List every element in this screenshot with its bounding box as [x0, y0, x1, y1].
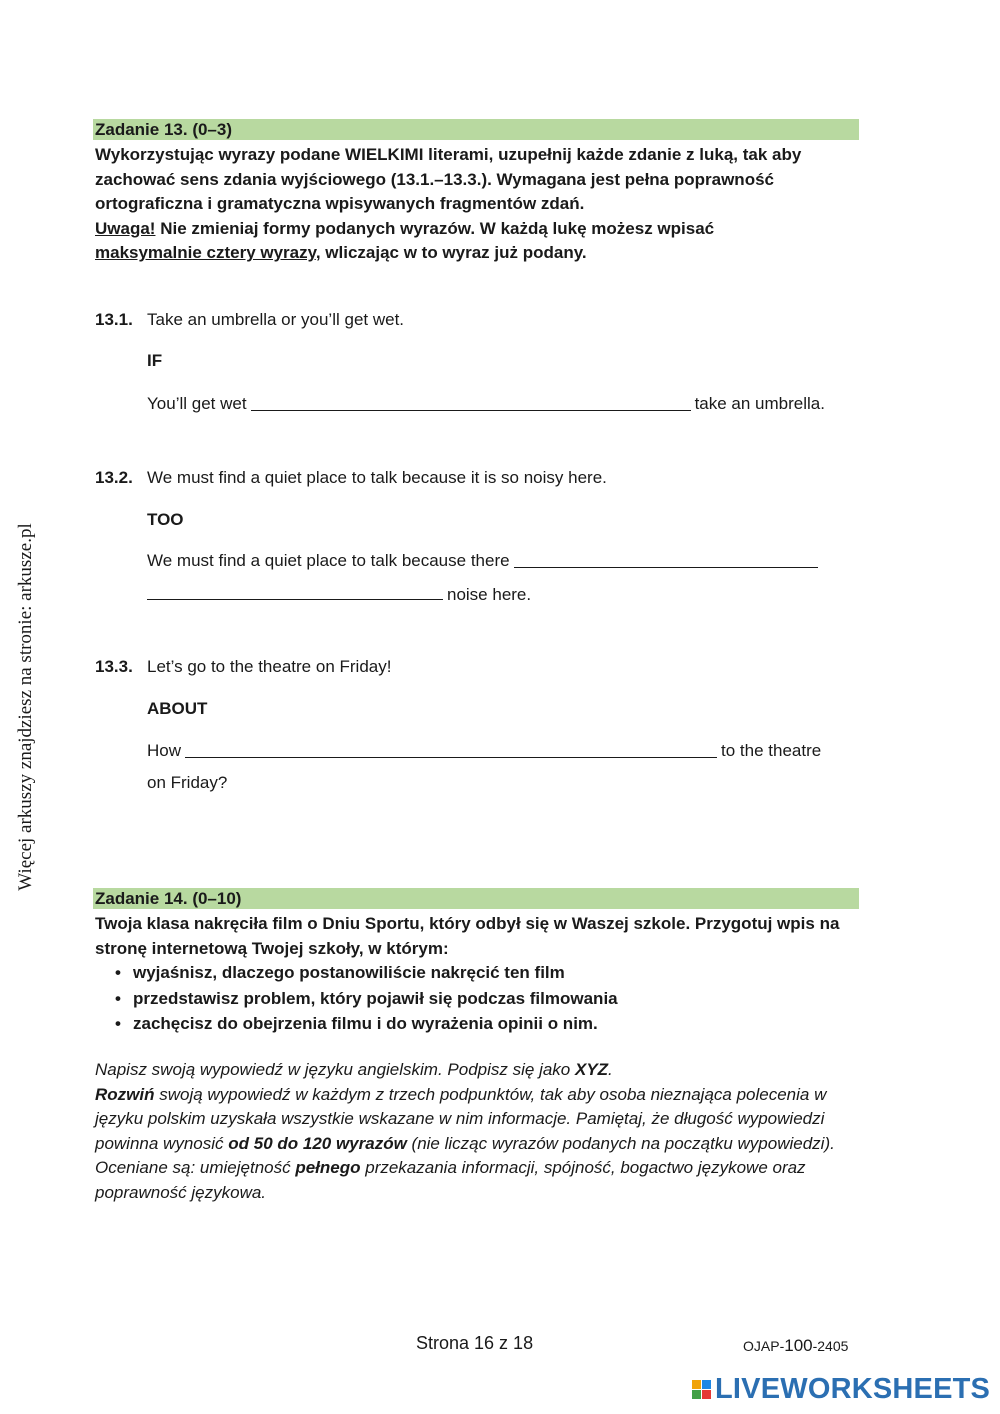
task13-instr-p1: Wykorzystując wyrazy podane WIELKIMI literami, uzupełnij każde zdanie z luką, tak aby zachować sens zdania wyjściowego (13.1.–13.3.). Wymagana jest pełna poprawność ortograficzna i gramatyczna wpisywanych fragmentów zdań.	[95, 145, 802, 213]
task13-instructions	[95, 143, 865, 266]
item-gap-line	[147, 394, 825, 414]
gap-after-text: noise here.	[447, 585, 532, 604]
signature-xyz: XYZ	[574, 1060, 609, 1079]
item-number: 13.3.	[95, 657, 133, 676]
answer-input[interactable]	[185, 744, 717, 760]
answer-gap[interactable]	[185, 741, 717, 758]
guideline-text: swoją wypowiedź w każdym z trzech podpunktów, tak aby osoba nieznająca polecenia w języku polskim uzyskała wszystkie wskazane w nim informacje. Pamiętaj, że długość wypowiedzi powinna wynosić	[95, 1084, 827, 1153]
answer-gap[interactable]	[251, 394, 691, 411]
gap-after-text: to the theatre	[721, 741, 822, 760]
logo-squares-icon	[692, 1380, 711, 1399]
item-sentence: We must find a quiet place to talk because it is so noisy here.	[147, 468, 607, 487]
exam-code	[743, 1336, 848, 1356]
task14-guidelines	[95, 1058, 865, 1205]
item-sentence: Let’s go to the theatre on Friday!	[147, 657, 392, 676]
max-words: maksymalnie cztery wyrazy	[95, 243, 316, 262]
gap-after-text-continued: on Friday?	[147, 773, 228, 792]
task14-header: Zadanie 14. (0–10)	[93, 888, 859, 909]
task13-instr-p3: , wliczając w to wyraz już podany.	[315, 243, 587, 262]
item-gap-line	[147, 741, 821, 761]
exam-code-prefix: OJAP-	[743, 1338, 785, 1354]
item-keyword: IF	[147, 351, 163, 370]
uwaga-label: Uwaga!	[95, 218, 156, 238]
answer-input[interactable]	[251, 397, 691, 413]
guideline-bold: Rozwiń	[95, 1084, 155, 1104]
guideline-text: przekazania informacji, spójność, bogactwo językowe oraz poprawność językowa.	[95, 1158, 806, 1202]
gap-after-text: take an umbrella.	[694, 394, 825, 413]
bullet-item: • zachęcisz do obejrzenia filmu i do wyrażenia opinii o nim.	[95, 1011, 618, 1037]
task13-header: Zadanie 13. (0–3)	[93, 119, 859, 140]
item-number: 13.1.	[95, 310, 133, 329]
word-count-range: od 50 do 120 wyrazów	[228, 1133, 407, 1153]
page-number: Strona 16 z 18	[416, 1333, 534, 1353]
answer-input[interactable]	[514, 554, 818, 570]
liveworksheets-logo	[692, 1373, 990, 1406]
gap-before-text: How	[147, 741, 182, 760]
side-watermark-text: Więcej arkuszy znajdziesz na stronie: arkusze.pl	[15, 523, 36, 891]
item-number: 13.2.	[95, 468, 133, 487]
item-sentence: Take an umbrella or you’ll get wet.	[147, 310, 405, 329]
item-keyword: ABOUT	[147, 699, 208, 718]
item-keyword: TOO	[147, 510, 184, 529]
gap-before-text: We must find a quiet place to talk because there	[147, 551, 510, 570]
guideline-text: .	[608, 1060, 613, 1079]
answer-gap[interactable]	[514, 551, 818, 568]
exam-code-main: 100	[784, 1336, 813, 1355]
exam-code-suffix: -2405	[812, 1338, 849, 1354]
answer-gap-continued[interactable]	[147, 583, 443, 600]
bullet-item: • wyjaśnisz, dlaczego postanowiliście nakręcić ten film	[95, 960, 618, 986]
task14-bullet-list	[95, 960, 618, 1037]
item-gap-line	[147, 551, 818, 571]
logo-text: LIVEWORKSHEETS	[715, 1373, 991, 1405]
guideline-bold: pełnego	[295, 1158, 361, 1177]
bullet-item: • przedstawisz problem, który pojawił się podczas filmowania	[95, 986, 618, 1012]
gap-before-text: You’ll get wet	[147, 394, 247, 413]
task13-instr-p2: Nie zmieniaj formy podanych wyrazów. W każdą lukę możesz wpisać	[155, 218, 715, 238]
task14-intro: Twoja klasa nakręciła film o Dniu Sportu, który odbył się w Waszej szkole. Przygotuj wpis na stronę internetową Twojej szkoły, w którym:	[95, 914, 840, 958]
guideline-text: (nie licząc wyrazów podanych na początku wypowiedzi). Oceniane są: umiejętność	[95, 1133, 835, 1177]
guideline-text: Napisz swoją wypowiedź w języku angielskim. Podpisz się jako	[95, 1060, 575, 1079]
item-gap-line-continued	[147, 583, 531, 605]
